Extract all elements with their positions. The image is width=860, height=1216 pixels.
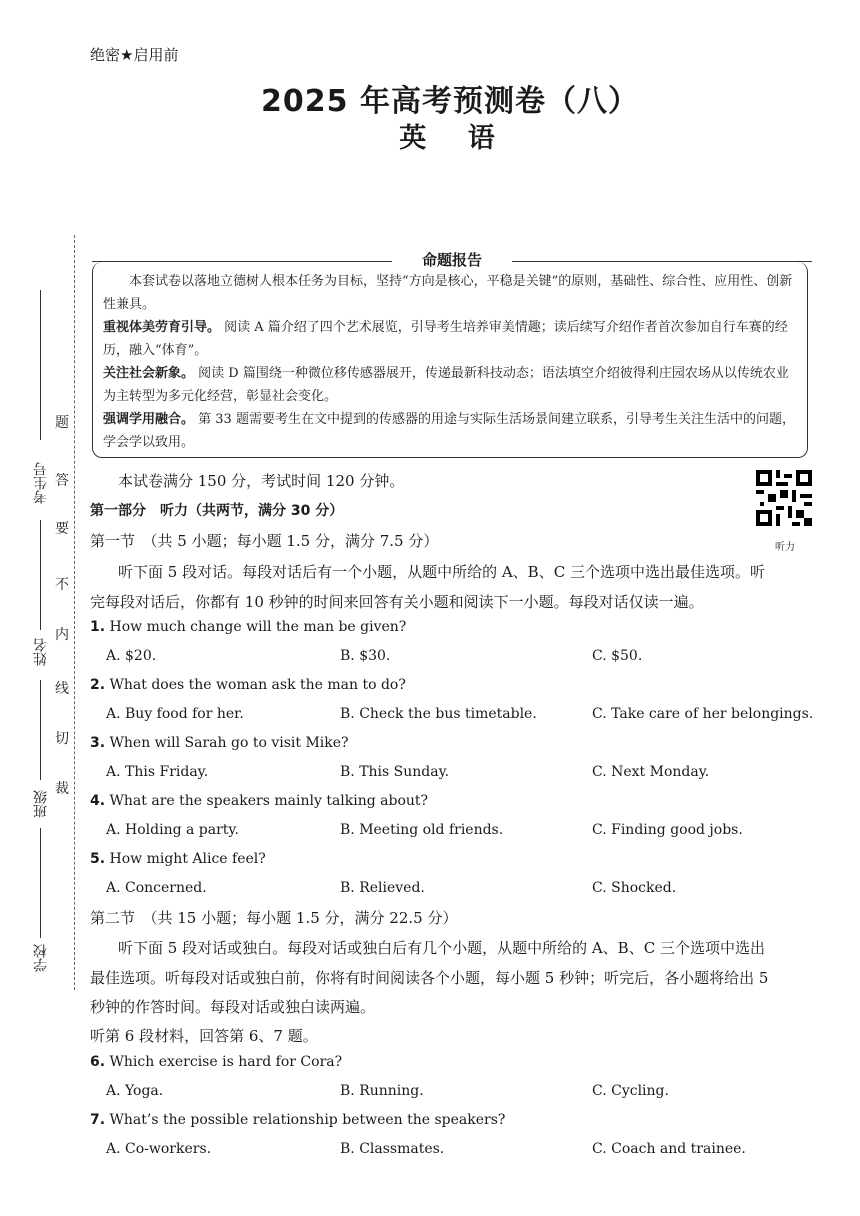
option-a: A. This Friday. <box>106 764 209 780</box>
option-b: B. Classmates. <box>340 1141 445 1157</box>
report-item <box>103 362 797 408</box>
option-b: B. Relieved. <box>340 880 425 896</box>
exam-info: 本试卷满分 150 分，考试时间 120 分钟。 <box>118 472 405 490</box>
question-2: 2. What does the woman ask the man to do? <box>90 677 406 693</box>
option-a: A. Concerned. <box>106 880 207 896</box>
option-c: C. Coach and trainee. <box>592 1141 746 1157</box>
binding-char: 线 <box>55 681 69 697</box>
report-item-label: 强调学用融合。 <box>103 412 195 427</box>
qr-code-icon[interactable] <box>756 470 812 526</box>
option-a: A. $20. <box>106 648 157 664</box>
option-c: C. Next Monday. <box>592 764 710 780</box>
option-a: A. Buy food for her. <box>106 706 244 722</box>
field-line <box>40 680 41 780</box>
exam-title: 2025 年高考预测卷（八） <box>261 84 639 119</box>
option-c: C. Take care of her belongings. <box>592 706 814 722</box>
option-b: B. $30. <box>340 648 391 664</box>
section2-instruction: 秒钟的作答时间。每段对话或独白读两遍。 <box>90 998 376 1016</box>
binding-char: 答 <box>55 473 69 489</box>
option-c: C. Cycling. <box>592 1083 669 1099</box>
option-a: A. Holding a party. <box>106 822 239 838</box>
question-1: 1. How much change will the man be given? <box>90 619 407 635</box>
option-c: C. Shocked. <box>592 880 677 896</box>
binding-char: 裁 <box>55 781 69 797</box>
report-item-label: 重视体美劳育引导。 <box>103 320 221 335</box>
report-intro: 本套试卷以落地立德树人根本任务为目标，坚持“方向是核心，平稳是关键”的原则，基础性、综合性、应用性、创新性兼具。 <box>103 274 793 312</box>
section2-title: 第二节 （共 15 小题；每小题 1.5 分，满分 22.5 分） <box>90 909 458 927</box>
section2-instruction: 听下面 5 段对话或独白。每段对话或独白后有几个小题，从题中所给的 A、B、C 三个选项中选出 <box>118 939 765 957</box>
part1-title: 第一部分 听力（共两节，满分 30 分） <box>90 503 344 519</box>
report-item-label: 关注社会新象。 <box>103 366 195 381</box>
report-item <box>103 408 797 454</box>
report-heading-label: 命题报告 <box>392 249 512 270</box>
binding-char: 题 <box>55 415 69 431</box>
field-class: 班级 <box>33 790 49 818</box>
field-line <box>40 290 41 440</box>
binding-char: 要 <box>55 521 69 537</box>
field-name: 姓名 <box>33 638 49 666</box>
binding-cut-line <box>74 235 75 990</box>
option-b: B. Meeting old friends. <box>340 822 504 838</box>
question-7: 7. What’s the possible relationship between the speakers? <box>90 1112 506 1128</box>
option-a: A. Co-workers. <box>106 1141 212 1157</box>
question-5: 5. How might Alice feel? <box>90 851 266 867</box>
report-box <box>92 262 808 458</box>
question-3: 3. When will Sarah go to visit Mike? <box>90 735 349 751</box>
section1-instruction: 听下面 5 段对话。每段对话后有一个小题，从题中所给的 A、B、C 三个选项中选出最佳选项。听 <box>118 563 765 581</box>
binding-char: 切 <box>55 731 69 747</box>
option-a: A. Yoga. <box>106 1083 164 1099</box>
field-line <box>40 828 41 938</box>
option-b: B. Check the bus timetable. <box>340 706 537 722</box>
binding-char: 内 <box>55 627 69 643</box>
qr-label: 听力 <box>775 542 795 553</box>
section1-instruction: 完每段对话后，你都有 10 秒钟的时间来回答有关小题和阅读下一小题。每段对话仅读一遍。 <box>90 593 704 611</box>
option-c: C. Finding good jobs. <box>592 822 743 838</box>
option-b: B. This Sunday. <box>340 764 450 780</box>
option-c: C. $50. <box>592 648 643 664</box>
field-line <box>40 520 41 630</box>
question-6: 6. Which exercise is hard for Cora? <box>90 1054 343 1070</box>
report-item-text: 第 33 题需要考生在文中提到的传感器的用途与实际生活场景间建立联系，引导考生关注生活中的问题，学会学以致用。 <box>103 412 795 450</box>
section1-title: 第一节 （共 5 小题；每小题 1.5 分，满分 7.5 分） <box>90 532 439 550</box>
report-item-text: 阅读 D 篇围绕一种微位移传感器展开，传递最新科技动态；语法填空介绍彼得利庄园农场从以传统农业为主转型为多元化经营，彰显社会变化。 <box>103 366 789 404</box>
material-note: 听第 6 段材料，回答第 6、7 题。 <box>90 1027 318 1045</box>
report-item <box>103 316 797 362</box>
section2-instruction: 最佳选项。听每段对话或独白前，你将有时间阅读各个小题，每小题 5 秒钟；听完后，各小题将给出 5 <box>90 969 769 987</box>
confidential-label: 绝密★启用前 <box>90 46 179 64</box>
report-item-text: 阅读 A 篇介绍了四个艺术展览，引导考生培养审美情趣；读后续写介绍作者首次参加自行车赛的经历，融入“体育”。 <box>103 320 788 358</box>
question-4: 4. What are the speakers mainly talking about? <box>90 793 429 809</box>
field-school: 学校 <box>33 944 49 972</box>
option-b: B. Running. <box>340 1083 424 1099</box>
field-student-id: 考生号 <box>33 462 49 504</box>
exam-subject: 英 语 <box>399 123 511 154</box>
binding-char: 不 <box>55 577 69 593</box>
